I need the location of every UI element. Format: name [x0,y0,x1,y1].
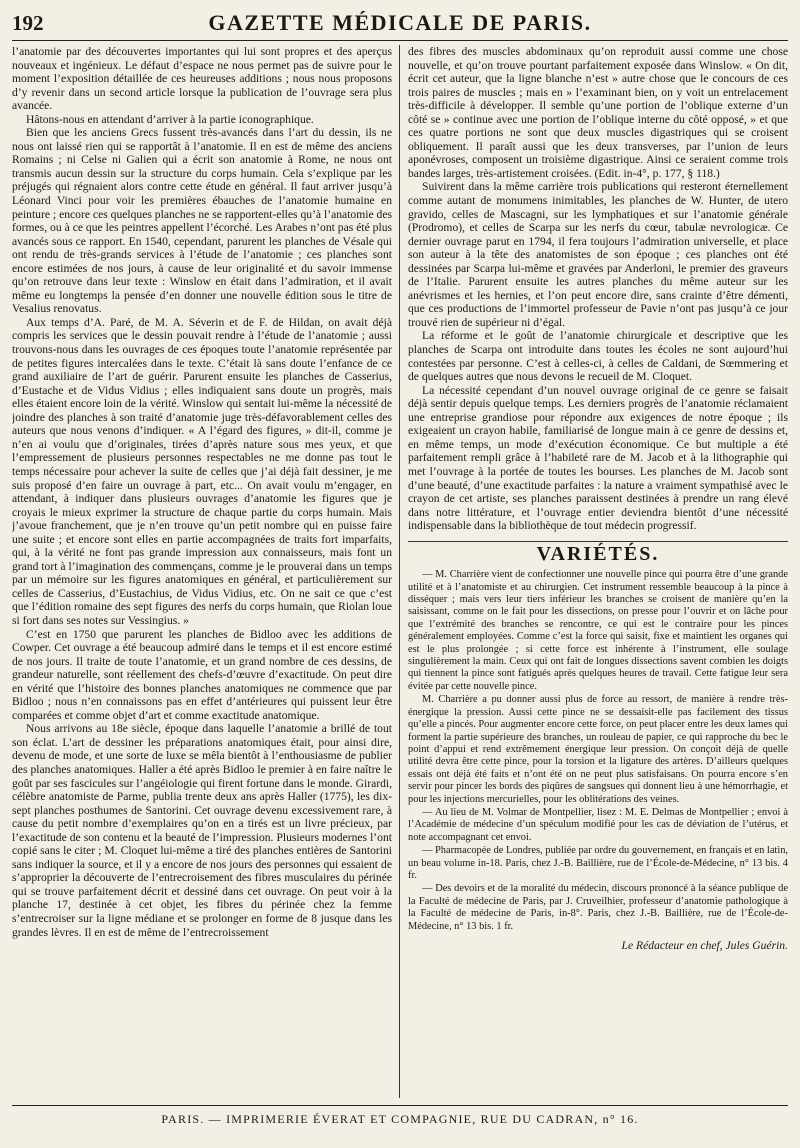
article-columns [12,45,788,1098]
paragraph: Suivirent dans la même carrière trois publications qui resteront éternellement comme autant de monumens inimitables, les planches de W. Hunter, de utero gravido, celles de Mascagni, sur les lymphatiques et sur l’anatomie générale (Prodromo), et celles de Scarpa sur les nerfs du cœur, tabulæ nevrologicæ. Ce dernier ouvrage parut en 1794, il fera toujours l’admiration universelle, et place son auteur à la tête des anatomistes de son époque ; ces planches ont été dessinées par Scarpa lui-même et gravées par Anderloni, le premier des graveurs de l’Italie. Parurent ensuite les autres planches du même auteur sur les anévrismes et les hernies, et l’on peut encore dire, sans crainte d’être démenti, que ces productions de l’immortel professeur de Pavie n’ont pas jusqu’à ce jour trouvé rien de supérieur ni d’égal. [408,180,788,329]
varietes-item: — Des devoirs et de la moralité du médecin, discours prononcé à la séance publique de la Faculté de médecine de Paris, par J. Cruveilhier, professeur d’anatomie pathologique à la Faculté de médecine de Paris, in-8°. Paris, chez J.-B. Baillière, rue de l’École-de-Médecine, n° 13 bis. 1 fr. [408,883,788,932]
printer-footer: PARIS. — IMPRIMERIE ÉVERAT ET COMPAGNIE, RUE DU CADRAN, n° 16. [12,1105,788,1127]
varietes-item: — M. Charrière vient de confectionner une nouvelle pince qui pourra être d’une grande utilité et à l’anatomiste et au chirurgien. Cet instrument ressemble beaucoup à la pince à disséquer ; mais vers leur tiers inférieur les branches se croisent de manière qu’en la saisissant, comme on le fait pour les dissections, on presse pour l’ouvrir et on lâche pour que l’extrémité des branches se rencontre, ce qui est le contraire pour les pinces généralement employées. Comme c’est la force qui saisit, fixe et maintient les organes qui est le plus prolongée ; si cette force est inhérente à l’instrument, elle soulage singulièrement la main. Ceux qui ont fait de longues dissections savent combien les doigts qui tiennent la pince sont fatigués après quelques heures de travail. Cette fatigue leur sera évitée par cette nouvelle pince. [408,569,788,692]
varietes-section [408,569,788,933]
page-number: 192 [12,11,44,35]
varietes-heading: VARIÉTÉS. [536,542,660,565]
varietes-item: M. Charrière a pu donner aussi plus de force au ressort, de manière à rendre très-énergique la pression. Aussi cette pince ne se dessaisit-elle pas facilement des tissus qu’elle a pincés. Pour augmenter encore cette force, on peut placer entre les deux lames qui forment la partie supérieure des branches, un rouleau de papier, ce qui rapproche du bec le point d’appui et rend extrêmement énergique leur pression. On conçoit déjà de quelle utilité devra être cette pince, pour la torsion et la ligature des artères. D’ailleurs quelques essais ont déjà été faits et n’ont été on ne peut plus satisfaisans. On pourra encore s’en servir pour pincer les bords des piqûres de sangsues qui donnent lieu à une hémorrhagie, et pour les injections mercurielles, pour les oblitérations des veines. [408,694,788,805]
right-column [400,45,788,1098]
paragraph: Bien que les anciens Grecs fussent très-avancés dans l’art du dessin, ils ne nous ont laissé rien qui se rapportât à l’anatomie. Il en est de même des anciens Romains ; ni Celse ni Galien qui a écrit son anatomie à Rome, ne nous ont transmis aucun dessin sur la structure du corps humain. Cela s’explique par les préjugés qui régnaient alors contre cette étude en général. Il faut arriver jusqu’à Léonard Vinci pour voir les premières ébauches de l’anatomie humaine en peinture ; encore ces quelques planches ne se rapportent-elles qu’à l’anatomie des formes, ou à ce que les peintres appellent l’écorché. Les Arabes n’ont pas été plus avancés sous ce rapport. En 1540, cependant, parurent les planches de Vésale qui ont rendu de très-grands services à l’étude de l’anatomie ; ces planches sont encore estimées de nos jours, à cause de leur originalité et du savoir immense qu’on retrouve dans leur texte : Winslow en était dans l’admiration, et il avait même eu longtemps la pensée d’en donner une nouvelle édition sous le titre de Vesalius renovatus. [12,126,392,316]
left-column [12,45,400,1098]
paragraph: Hâtons-nous en attendant d’arriver à la partie iconographique. [26,112,314,126]
editor-signature: Le Rédacteur en chef, Jules Guérin. [621,939,788,953]
paragraph: Nous arrivons au 18e siècle, époque dans laquelle l’anatomie a brillé de tout son éclat. L’art de dessiner les préparations anatomiques était, pour ainsi dire, devenu de mode, et une sorte de luxe se mêla bientôt à l’enthousiasme de publier des planches anatomiques. Haller a été après Bidloo le premier à en faire naître le goût par ses fascicules sur l’angéiologie qui firent fortune dans le monde. Girardi, célèbre anatomiste de Parme, publia trente deux ans après Haller (1775), les dix-sept planches posthumes de Santorini. Cet ouvrage devenu excessivement rare, à cause du petit nombre d’exemplaires qu’on en a tirés est un livre précieux, par l’exactitude de son contenu et la beauté de l’impression. Plusieurs modernes l’ont copié sans le citer ; M. Cloquet lui-même a tiré des planches entières de Santorini sans indiquer la source, et il y a encore de nos jours des personnes qui essaient de s’approprier la découverte de l’entrecroisement des fibres musculaires du périnée qui se trouve parfaitement décrit et dessiné dans cet ouvrage. On peut voir à la planche 17, destinée à cet objet, les fibres du périnée chez la femme s’entrecroiser sur la ligne médiane et se prolonger en forme de 8 jusque dans les grandes lèvres. Il en est de même de l’entrecroissement [12,722,392,939]
section-divider [408,541,788,542]
paragraph: C’est en 1750 que parurent les planches de Bidloo avec les additions de Cowper. Cet ouvrage a été beaucoup admiré dans le temps et il est encore estimé de nos jours. Il traite de toute l’anatomie, et un grand nombre de ces dessins, de grandeur naturelle, sont réellement des chefs-d’œuvre d’exactitude. On peut dire en vérité que l’histoire des bonnes planches anatomiques ne commence que par Bidloo ; nous n’en connaissons pas en effet d’antérieures qui puissent leur être comparées et comme objet d’art et comme exactitude anatomique. [12,627,392,722]
varietes-item: — Au lieu de M. Volmar de Montpellier, lisez : M. E. Delmas de Montpellier ; envoi à l’Académie de médecine d’un spéculum modifié pour les cas de déviation de l’utérus, et note accompagnant cet envoi. [408,806,788,843]
paragraph: des fibres des muscles abdominaux qu’on reproduit aussi comme une chose nouvelle, et qu’on trouve pourtant parfaitement exposée dans Winslow. « On dit, écrit cet auteur, que la ligne blanche n’est » autre chose que le concours de ces trois paires de muscles ; mais en » l’examinant bien, on y voit un entrelacement très-difficile à développer. Il semble qu’une portion de l’oblique externe d’un côté se » continue avec une portion de l’oblique interne du côté opposé, » et que ces quatre portions ne sont que deux muscles digastriques qui se croisent obliquement. Il paraît aussi que les deux transverses, par l’union de leurs aponévroses, composent un troisième digastrique. Ainsi ce seraient comme trois bandes larges, très-artistement croisées. (Edit. in-4°, p. 177, § 118.) [408,45,788,180]
paragraph: Aux temps d’A. Paré, de M. A. Séverin et de F. de Hildan, on avait déjà compris les services que le dessin pouvait rendre à l’étude de l’anatomie ; aussi trouvons-nous dans les ouvrages de ces époques toute l’anatomie représentée par de petites figures intercalées dans le texte. C’était là sans doute l’enfance de ce grand auxiliaire de l’art de guérir. Parurent ensuite les planches de Casserius, d’Eustache et de Vidus Vidius ; elles indiquaient sans doute un progrès, mais elles étaient encore loin de la vérité. Winslow qui sentait lui-même la nécessité de joindre des planches à son traité d’anatomie juge très-défavorablement celles des auteurs que nous venons d’indiquer. « A l’égard des figures, » dit-il, comme je n’en ai voulu que d’originales, tirées d’après nature sous mes yeux, et que l’empressement de plusieurs personnes respectables ne me donne pas tout le temps nécessaire pour achever la suite de celles que j’ai déjà fait dessiner, je me suis proposé d’en faire un ouvrage à part, etc... On avait voulu m’engager, en attendant, à indiquer dans plusieurs ouvrages d’anatomie les figures que je croyais le mieux exprimer la structure de chaque partie du corps humain. Mais j’avoue franchement, que je n’en trouve qu’un petit nombre qui en puisse faire une suite ; et encore sont elles en partie accompagnées de traits fort imparfaits, qui, à la vérité ne font pas grande impression aux connaisseurs, mais font un grand tort à l’imagination des commençans, comme je le prouverai dans un temps par un mémoire sur les figures anatomiques en général, et particulièrement sur celles de Casserius, d’Eustachius, de Vidus Vidius, etc. On ne sait ce que c’est que l’édition romaine des sept figures des nerfs du corps humain, que Riolan loue si fort dans ses notes sur Vessingius. » [12,315,392,627]
paragraph: La réforme et le goût de l’anatomie chirurgicale et descriptive que les planches de Scarpa ont introduite dans toutes les écoles ne sont aujourd’hui contestées par personne. C’est à celles-ci, à celles de Caldani, de Sœmmering et de quelques autres que nous devons le recueil de M. Cloquet. [408,329,788,384]
paragraph: l’anatomie par des découvertes importantes qui lui sont propres et des aperçus nouveaux et ingénieux. Le défaut d’espace ne nous permet pas de suivre pour le moment l’exposition détaillée de ces heureuses additions ; nous nous proposons d’y revenir dans un second article lorsque la publication de l’ouvrage sera plus avancée. [12,45,392,113]
paragraph: La nécessité cependant d’un nouvel ouvrage original de ce genre se faisait déjà sentir depuis quelque temps. Les derniers progrès de l’anatomie réclamaient une entreprise grandiose pour répondre aux exigences de notre époque ; ils exigeaient un crayon habile, familiarisé de longue main à ce genre de dessins et, en même temps, un mode d’exécution économique. Ce but multiple a été parfaitement rempli grâce à l’habileté rare de M. Jacob et à la lithographie qui met l’ouvrage à la portée de toutes les bourses. Les planches de M. Jacob sont d’une beauté, d’une exactitude parfaites : la nature a vraiment sympathisé avec le crayon de cet artiste, ses planches paraissent destinées à prendre un rang élevé dans notre littérature, et l’ouvrage entier deviendra bientôt d’une nécessité indispensable dans la bibliothèque de tout médecin progressif. [408,383,788,533]
journal-title: GAZETTE MÉDICALE DE PARIS. [208,10,592,35]
page-header [12,10,788,41]
varietes-item: — Pharmacopée de Londres, publiée par ordre du gouvernement, en français et en latin, un beau volume in-18. Paris, chez J.-B. Baillière, rue de l’École-de-Médecine, n° 13 bis. 4 fr. [408,845,788,881]
